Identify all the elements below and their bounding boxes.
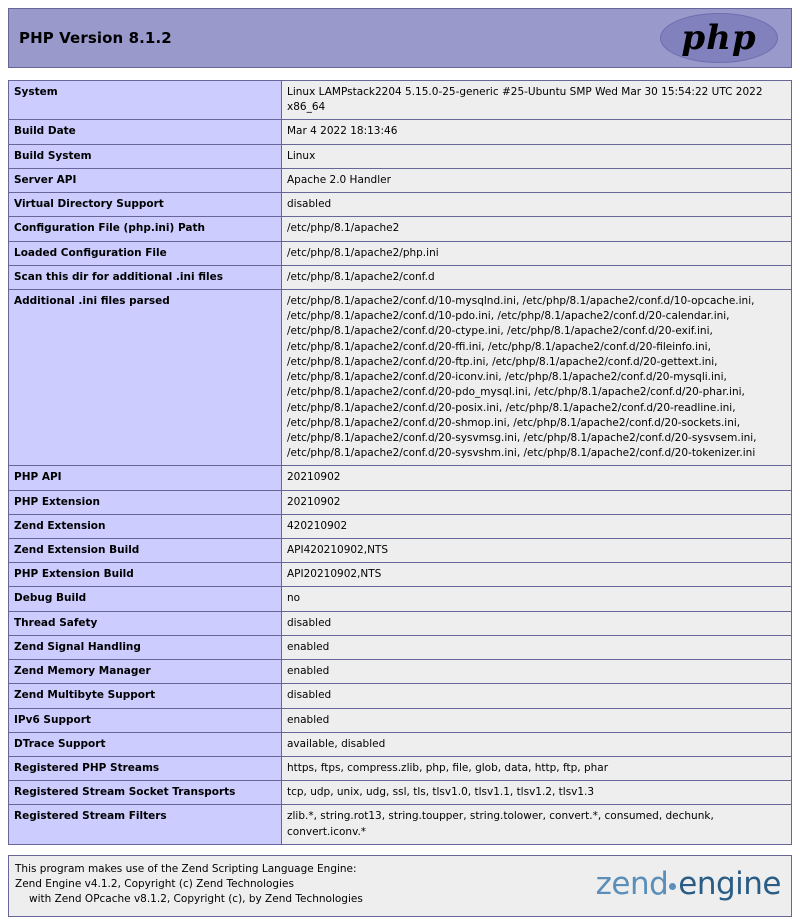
phpinfo-table: [8, 80, 792, 845]
table-cell-value: 20210902: [282, 466, 792, 490]
php-logo-ellipse: [660, 13, 778, 63]
zend-logo-dot-icon: [669, 883, 676, 890]
table-row: [9, 708, 792, 732]
table-row: [9, 193, 792, 217]
table-cell-value: Linux LAMPstack2204 5.15.0-25-generic #25-Ubuntu SMP Wed Mar 30 15:54:22 UTC 2022 x86_64: [282, 81, 792, 120]
table-row: [9, 781, 792, 805]
table-cell-value: 420210902: [282, 514, 792, 538]
table-row: [9, 684, 792, 708]
table-cell-value: no: [282, 587, 792, 611]
table-cell-key: Zend Multibyte Support: [9, 684, 282, 708]
table-cell-value: /etc/php/8.1/apache2: [282, 217, 792, 241]
table-cell-value: Linux: [282, 144, 792, 168]
table-cell-value: /etc/php/8.1/apache2/php.ini: [282, 241, 792, 265]
zend-credit-line-2: Zend Engine v4.1.2, Copyright (c) Zend Technologies: [15, 878, 294, 891]
table-cell-value: API20210902,NTS: [282, 563, 792, 587]
table-row: [9, 217, 792, 241]
zend-credit-line-1: This program makes use of the Zend Scripting Language Engine:: [15, 862, 357, 875]
table-cell-value: tcp, udp, unix, udg, ssl, tls, tlsv1.0, tlsv1.1, tlsv1.2, tlsv1.3: [282, 781, 792, 805]
table-cell-value: /etc/php/8.1/apache2/conf.d/10-mysqlnd.ini, /etc/php/8.1/apache2/conf.d/10-opcache.ini, /etc/php/8.1/apache2/conf.d/10-pdo.ini, /etc/php/8.1/apache2/conf.d/20-calendar.ini, /etc/php/8.1/apache2/conf.d/20-ctype.ini, /etc/php/8.1/apache2/conf.d/20-exif.ini, /etc/php/8.1/apache2/conf.d/20-ffi.ini, /etc/php/8.1/apache2/conf.d/20-fileinfo.ini, /etc/php/8.1/apache2/conf.d/20-ftp.ini, /etc/php/8.1/apache2/conf.d/20-gettext.ini, /etc/php/8.1/apache2/conf.d/20-iconv.ini, /etc/php/8.1/apache2/conf.d/20-mysqli.ini, /etc/php/8.1/apache2/conf.d/20-pdo_mysql.ini, /etc/php/8.1/apache2/conf.d/20-phar.ini, /etc/php/8.1/apache2/conf.d/20-posix.ini, /etc/php/8.1/apache2/conf.d/20-readline.ini, /etc/php/8.1/apache2/conf.d/20-shmop.ini, /etc/php/8.1/apache2/conf.d/20-sockets.ini, /etc/php/8.1/apache2/conf.d/20-sysvmsg.ini, /etc/php/8.1/apache2/conf.d/20-sysvsem.ini, /etc/php/8.1/apache2/conf.d/20-sysvshm.ini, /etc/php/8.1/apache2/conf.d/20-tokenizer.ini: [282, 289, 792, 465]
table-cell-key: Scan this dir for additional .ini files: [9, 265, 282, 289]
table-cell-value: /etc/php/8.1/apache2/conf.d: [282, 265, 792, 289]
table-cell-key: Zend Signal Handling: [9, 635, 282, 659]
table-row: [9, 81, 792, 120]
table-cell-key: Registered Stream Socket Transports: [9, 781, 282, 805]
table-cell-value: disabled: [282, 611, 792, 635]
table-row: [9, 514, 792, 538]
table-cell-value: available, disabled: [282, 732, 792, 756]
table-cell-value: enabled: [282, 660, 792, 684]
table-cell-value: enabled: [282, 708, 792, 732]
table-cell-key: PHP API: [9, 466, 282, 490]
page-footer: [8, 855, 792, 917]
php-logo-icon: [657, 11, 781, 65]
zend-logo-word: zend: [595, 866, 669, 903]
table-cell-key: Thread Safety: [9, 611, 282, 635]
table-cell-key: Registered Stream Filters: [9, 805, 282, 844]
table-row: [9, 466, 792, 490]
zend-credit-text: [15, 862, 363, 908]
phpinfo-table-body: [9, 81, 792, 845]
table-row: [9, 611, 792, 635]
table-row: [9, 660, 792, 684]
table-cell-key: PHP Extension: [9, 490, 282, 514]
table-cell-key: Virtual Directory Support: [9, 193, 282, 217]
table-row: [9, 241, 792, 265]
zend-engine-logo-icon: [595, 866, 781, 903]
table-row: [9, 168, 792, 192]
table-cell-key: Zend Memory Manager: [9, 660, 282, 684]
table-cell-key: PHP Extension Build: [9, 563, 282, 587]
table-cell-value: Apache 2.0 Handler: [282, 168, 792, 192]
table-cell-value: enabled: [282, 635, 792, 659]
table-row: [9, 120, 792, 144]
table-cell-value: https, ftps, compress.zlib, php, file, glob, data, http, ftp, phar: [282, 757, 792, 781]
zend-logo-engine-word: engine: [678, 866, 781, 903]
table-cell-value: disabled: [282, 684, 792, 708]
table-cell-value: Mar 4 2022 18:13:46: [282, 120, 792, 144]
table-cell-key: Zend Extension: [9, 514, 282, 538]
table-cell-key: Zend Extension Build: [9, 539, 282, 563]
page-header: [8, 8, 792, 68]
table-row: [9, 757, 792, 781]
table-row: [9, 805, 792, 844]
table-row: [9, 289, 792, 465]
zend-credit-line-3: with Zend OPcache v8.1.2, Copyright (c), by Zend Technologies: [29, 893, 363, 906]
table-cell-key: Build System: [9, 144, 282, 168]
table-cell-key: DTrace Support: [9, 732, 282, 756]
table-cell-key: IPv6 Support: [9, 708, 282, 732]
table-row: [9, 563, 792, 587]
table-cell-key: Build Date: [9, 120, 282, 144]
table-cell-key: Server API: [9, 168, 282, 192]
table-cell-key: Debug Build: [9, 587, 282, 611]
table-row: [9, 635, 792, 659]
table-row: [9, 144, 792, 168]
table-row: [9, 587, 792, 611]
page-title: PHP Version 8.1.2: [19, 29, 172, 47]
table-cell-value: zlib.*, string.rot13, string.toupper, string.tolower, convert.*, consumed, dechunk, convert.iconv.*: [282, 805, 792, 844]
table-cell-key: Configuration File (php.ini) Path: [9, 217, 282, 241]
table-cell-value: disabled: [282, 193, 792, 217]
table-cell-value: API420210902,NTS: [282, 539, 792, 563]
table-cell-key: Loaded Configuration File: [9, 241, 282, 265]
table-row: [9, 265, 792, 289]
php-logo-text: php: [681, 18, 757, 58]
table-cell-key: Additional .ini files parsed: [9, 289, 282, 465]
table-cell-key: Registered PHP Streams: [9, 757, 282, 781]
table-row: [9, 490, 792, 514]
table-row: [9, 539, 792, 563]
table-cell-value: 20210902: [282, 490, 792, 514]
table-cell-key: System: [9, 81, 282, 120]
table-row: [9, 732, 792, 756]
